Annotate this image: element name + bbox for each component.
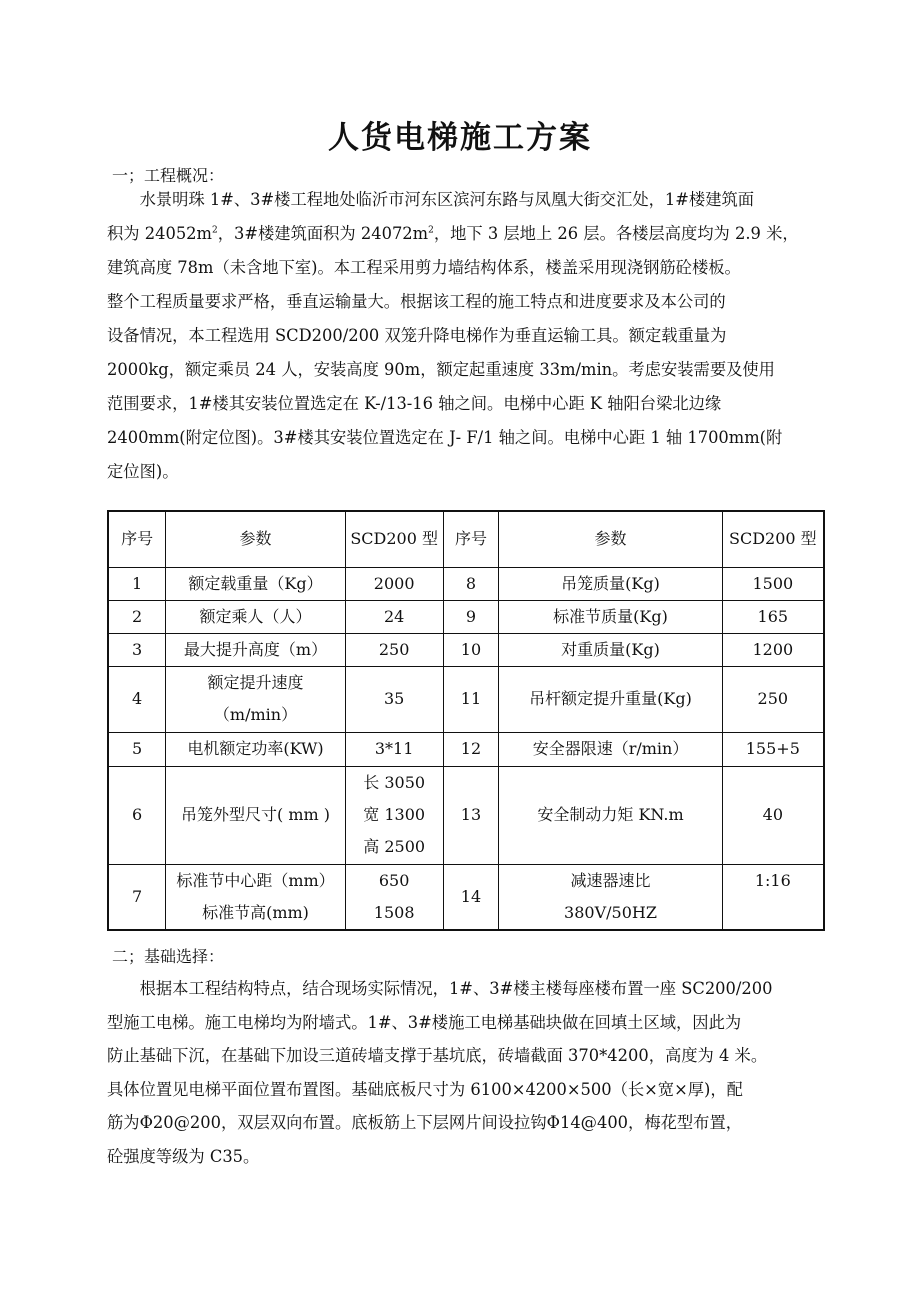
cell-param-line: 额定提升速度 [207,673,304,692]
cell-param: 电机额定功率(KW) [166,732,345,766]
overview-line-8: 2400mm(附定位图)。3#楼其安装位置选定在 J- F/1 轴之间。电梯中心距 1 轴 1700mm(附 [107,428,783,447]
overview-line-1: 水景明珠 1#、3#楼工程地处临沂市河东区滨河东路与凤凰大街交汇处，1#楼建筑面 [139,190,755,209]
header-param: 参数 [166,511,345,567]
cell-index: 8 [443,567,499,600]
cell-value-line: 650 [378,870,410,890]
foundation-line-5: 筋为Φ20@200，双层双向布置。底板筋上下层网片间设拉钩Φ14@400，梅花型布置， [107,1113,743,1132]
cell-param: 额定乘人（人） [166,600,345,633]
cell-index: 11 [443,666,499,732]
cell-value: 24 [345,600,443,633]
cell-value: 35 [345,666,443,732]
header-model: SCD200 型 [345,511,443,567]
cell-param: 吊笼质量(Kg) [499,567,722,600]
table-header-row [108,511,824,567]
table-row [108,766,824,864]
section-heading-foundation: 二；基础选择： [112,947,225,966]
cell-value-line: 高 2500 [363,837,426,856]
cell-param: 吊杆额定提升重量(Kg) [499,666,722,732]
table-row [108,864,824,930]
cell-index: 3 [108,633,166,666]
cell-param-line: 标准节高(mm) [202,902,309,922]
table-row [108,633,824,666]
cell-value [345,864,443,930]
table-row [108,567,824,600]
cell-value [345,766,443,864]
cell-value-line: 宽 1300 [363,805,426,824]
overview-line-4: 整个工程质量要求严格，垂直运输量大。根据该工程的施工特点和进度要求及本公司的 [107,292,726,311]
cell-value: 1:16 [722,864,824,930]
cell-value: 1200 [722,633,824,666]
cell-value: 3*11 [345,732,443,766]
cell-index: 10 [443,633,499,666]
cell-index: 1 [108,567,166,600]
overview-line-3: 建筑高度 78m（未含地下室)。本工程采用剪力墙结构体系，楼盖采用现浇钢筋砼楼板。 [107,258,741,277]
overview-line-9: 定位图)。 [107,462,179,481]
overview-line-2: 积为 $24052m^2$，3#楼建筑面积为 $24072m^2$，地下 3 层地上 26 层。各楼层高度均为 2.9 米， [107,224,799,243]
overview-line-5: 设备情况，本工程选用 SCD200/200 双笼升降电梯作为垂直运输工具。额定载重量为 [107,326,727,345]
foundation-line-2: 型施工电梯。施工电梯均为附墙式。1#、3#楼施工电梯基础块做在回填土区域，因此为 [107,1012,742,1032]
cell-index: 13 [443,766,499,864]
cell-index: 4 [108,666,166,732]
cell-param [499,864,722,930]
cell-index: 6 [108,766,166,864]
cell-index: 2 [108,600,166,633]
table-row [108,732,824,766]
foundation-paragraph [107,972,822,1173]
cell-param [166,864,345,930]
section-heading-overview: 一；工程概况： [112,166,225,185]
cell-value: 165 [722,600,824,633]
cell-param: 额定载重量（Kg） [166,567,345,600]
cell-value: 155+5 [722,732,824,766]
cell-value: 1500 [722,567,824,600]
header-param-2: 参数 [499,511,722,567]
table-row [108,600,824,633]
table-row [108,666,824,732]
overview-line-7: 范围要求，1#楼其安装位置选定在 K-/13-16 轴之间。电梯中心距 K 轴阳台梁北边缘 [107,394,722,413]
cell-param [166,666,345,732]
header-index-2: 序号 [443,511,499,567]
cell-param-line: 标准节中心距（mm） [176,870,335,890]
elevator-spec-table [107,510,825,931]
cell-value: 40 [722,766,824,864]
header-model-2: SCD200 型 [722,511,824,567]
cell-param-line: （m/min） [213,705,298,724]
cell-param: 最大提升高度（m） [166,633,345,666]
cell-param: 对重质量(Kg) [499,633,722,666]
cell-index: 7 [108,864,166,930]
cell-index: 9 [443,600,499,633]
cell-index: 14 [443,864,499,930]
foundation-line-4: 具体位置见电梯平面位置布置图。基础底板尺寸为 6100×4200×500（长×宽×厚)，配 [107,1079,743,1099]
cell-param-line: 减速器速比 [570,870,651,890]
cell-index: 12 [443,732,499,766]
overview-paragraph [107,183,822,489]
cell-value: 250 [722,666,824,732]
foundation-line-3: 防止基础下沉，在基础下加设三道砖墙支撑于基坑底，砖墙截面 370*4200，高度为 4 米。 [107,1046,768,1065]
cell-value-line: 长 3050 [363,773,426,792]
cell-param-line: 380V/50HZ [564,902,657,922]
cell-value-line: 1508 [373,902,415,922]
cell-value: 2000 [345,567,443,600]
cell-param: 安全器限速（r/min） [499,732,722,766]
cell-param: 吊笼外型尺寸( mm ) [166,766,345,864]
header-index: 序号 [108,511,166,567]
cell-param: 标准节质量(Kg) [499,600,722,633]
cell-param: 安全制动力矩 KN.m [499,766,722,864]
cell-index: 5 [108,732,166,766]
overview-line-6: 2000kg，额定乘员 24 人，安装高度 90m，额定起重速度 33m/min。考虑安装需要及使用 [107,360,775,379]
foundation-line-1: 根据本工程结构特点，结合现场实际情况，1#、3#楼主楼每座楼布置一座 SC200/200 [139,979,773,998]
foundation-line-6: 砼强度等级为 C35。 [107,1146,260,1166]
page-title: 人货电梯施工方案 [328,120,592,156]
cell-value: 250 [345,633,443,666]
